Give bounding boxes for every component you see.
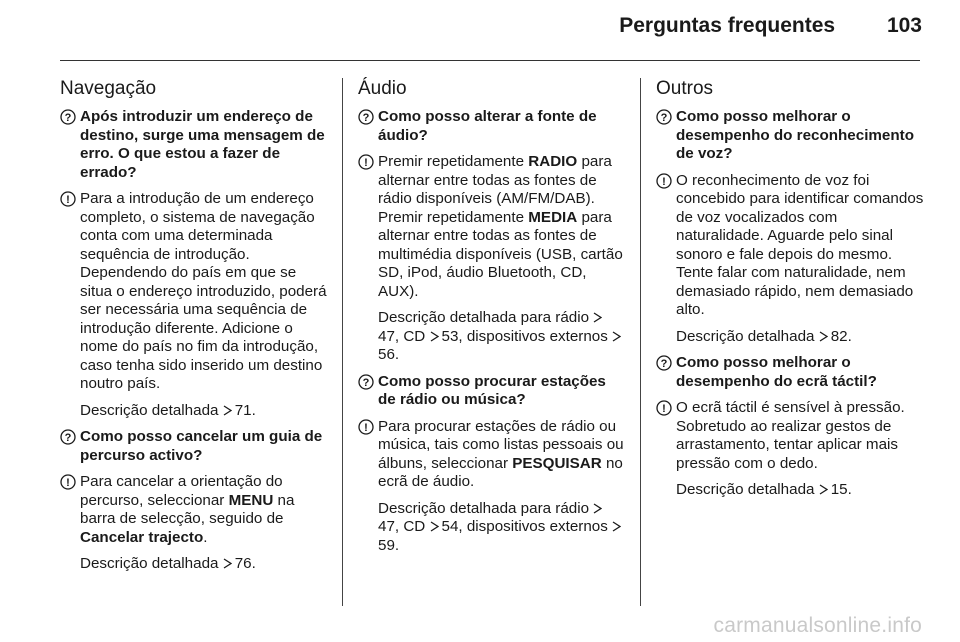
page-header bbox=[60, 14, 922, 54]
answer-text bbox=[378, 153, 623, 300]
detail-reference bbox=[676, 481, 924, 500]
answer-text bbox=[378, 418, 624, 491]
answer-fragment: para alternar entre todas as fontes de rádio disponíveis (AM/FM/DAB). Premir repetidamente bbox=[378, 153, 612, 226]
arrow-right-icon bbox=[430, 331, 439, 342]
button-term: PESQUISAR bbox=[512, 454, 602, 472]
section-heading: Outros bbox=[656, 78, 714, 99]
answer bbox=[60, 473, 328, 547]
answer-fragment: . bbox=[203, 528, 208, 546]
answer-fragment: Para procurar estações de rádio ou música, tais como listas pessoais ou álbuns, seleccionar bbox=[378, 417, 624, 472]
exclamation-circle-icon bbox=[656, 400, 672, 416]
question-circle-icon bbox=[358, 109, 374, 125]
watermark: carmanualsonline.info bbox=[713, 614, 922, 637]
question bbox=[60, 108, 328, 182]
page-title: Perguntas frequentes bbox=[619, 14, 836, 37]
answer-fragment: para alternar entre todas as fontes de multimédia disponíveis (USB, cartão SD, iPod, áudio Bluetooth, CD, AUX). bbox=[378, 208, 623, 300]
question-text: Como posso procurar estações de rádio ou música? bbox=[378, 372, 606, 408]
question bbox=[358, 373, 626, 410]
column-audio bbox=[358, 78, 626, 563]
detail-reference bbox=[80, 402, 328, 421]
detail-label: Descrição detalhada bbox=[80, 401, 219, 419]
column-navigation bbox=[60, 78, 328, 582]
answer-fragment: Premir repetidamente bbox=[378, 153, 525, 170]
answer-fragment: na barra de selecção, seguido de bbox=[80, 491, 295, 527]
arrow-right-icon bbox=[819, 331, 828, 342]
page-reference[interactable]: 47, CD bbox=[378, 518, 426, 535]
exclamation-circle-icon bbox=[358, 154, 374, 170]
question bbox=[60, 428, 328, 465]
question-circle-icon bbox=[60, 109, 76, 125]
answer-text: O reconhecimento de voz foi concebido para identificar comandos de voz vocalizados com naturalidade. Aguarde pelo sinal sonoro e fale depois do mesmo. Tente falar com naturalidade, nem demasiado rápido, nem demasiado alto. bbox=[676, 171, 924, 318]
page-reference[interactable]: 53, dispositivos externos bbox=[441, 327, 608, 345]
menu-term: Cancelar trajecto bbox=[80, 528, 204, 546]
button-term: RADIO bbox=[528, 153, 578, 170]
answer-text bbox=[80, 473, 294, 546]
answer bbox=[60, 190, 328, 394]
column-divider bbox=[342, 78, 343, 606]
question-text: Como posso melhorar o desempenho do ecrã táctil? bbox=[676, 354, 877, 390]
answer bbox=[656, 399, 924, 473]
question-text: Após introduzir um endereço de destino, surge uma mensagem de erro. O que estou a fazer de errado? bbox=[80, 108, 325, 181]
page-reference[interactable]: 82. bbox=[830, 327, 852, 345]
exclamation-circle-icon bbox=[358, 419, 374, 435]
arrow-right-icon bbox=[612, 521, 621, 532]
answer bbox=[656, 172, 924, 320]
question bbox=[358, 108, 626, 145]
question-text: Como posso melhorar o desempenho do reconhecimento de voz? bbox=[676, 108, 914, 162]
detail-label: Descrição detalhada bbox=[676, 327, 815, 345]
button-term: MEDIA bbox=[528, 208, 578, 226]
page-number: 103 bbox=[886, 14, 922, 37]
answer-text: Para a introdução de um endereço completo, o sistema de navegação conta com uma determinada sequência de introdução. Dependendo do país em que se situa o endereço introduzido, poderá ser necessária uma sequência de introdução diferente. Adicione o nome do país no fim da introdução, caso tenha sido inserido um destino noutro país. bbox=[80, 190, 327, 392]
answer bbox=[358, 153, 626, 301]
question-circle-icon bbox=[656, 355, 672, 371]
page-reference[interactable]: 59. bbox=[378, 536, 400, 554]
section-heading: Navegação bbox=[60, 78, 157, 99]
page-reference[interactable]: 47, CD bbox=[378, 327, 426, 345]
menu-term: MENU bbox=[228, 491, 274, 509]
page-reference[interactable]: 56. bbox=[378, 346, 400, 363]
arrow-right-icon bbox=[430, 521, 439, 532]
arrow-right-icon bbox=[612, 331, 621, 342]
answer-fragment: Para cancelar a orientação do percurso, seleccionar bbox=[80, 473, 283, 509]
page-reference[interactable]: 54, dispositivos externos bbox=[441, 518, 608, 535]
detail-label: Descrição detalhada bbox=[676, 481, 815, 498]
question-circle-icon bbox=[60, 429, 76, 445]
answer bbox=[358, 418, 626, 492]
question-text: Como posso alterar a fonte de áudio? bbox=[378, 108, 597, 144]
arrow-right-icon bbox=[593, 312, 602, 323]
detail-reference bbox=[80, 555, 328, 574]
arrow-right-icon bbox=[223, 558, 232, 569]
section-heading: Áudio bbox=[358, 78, 407, 99]
page-reference[interactable]: 15. bbox=[830, 481, 852, 498]
answer-text: O ecrã táctil é sensível à pressão. Sobretudo ao realizar gestos de arrastamento, tentar aplicar mais pressão com o dedo. bbox=[676, 399, 905, 472]
question bbox=[656, 108, 924, 164]
question-text: Como posso cancelar um guia de percurso activo? bbox=[80, 428, 323, 464]
answer-fragment: no ecrã de áudio. bbox=[378, 454, 623, 490]
arrow-right-icon bbox=[223, 405, 232, 416]
page-reference[interactable]: 76. bbox=[234, 555, 256, 572]
arrow-right-icon bbox=[593, 503, 602, 514]
detail-label: Descrição detalhada para rádio bbox=[378, 499, 590, 517]
detail-reference bbox=[676, 328, 924, 347]
arrow-right-icon bbox=[819, 484, 828, 495]
exclamation-circle-icon bbox=[656, 173, 672, 189]
page-reference[interactable]: 71. bbox=[234, 401, 256, 419]
question-circle-icon bbox=[358, 374, 374, 390]
column-other bbox=[656, 78, 924, 508]
question-circle-icon bbox=[656, 109, 672, 125]
question bbox=[656, 354, 924, 391]
exclamation-circle-icon bbox=[60, 191, 76, 207]
exclamation-circle-icon bbox=[60, 474, 76, 490]
detail-label: Descrição detalhada bbox=[80, 555, 219, 572]
header-divider bbox=[60, 60, 920, 61]
detail-label: Descrição detalhada para rádio bbox=[378, 309, 590, 326]
column-divider bbox=[640, 78, 641, 606]
detail-reference bbox=[378, 309, 626, 365]
detail-reference bbox=[378, 500, 626, 556]
